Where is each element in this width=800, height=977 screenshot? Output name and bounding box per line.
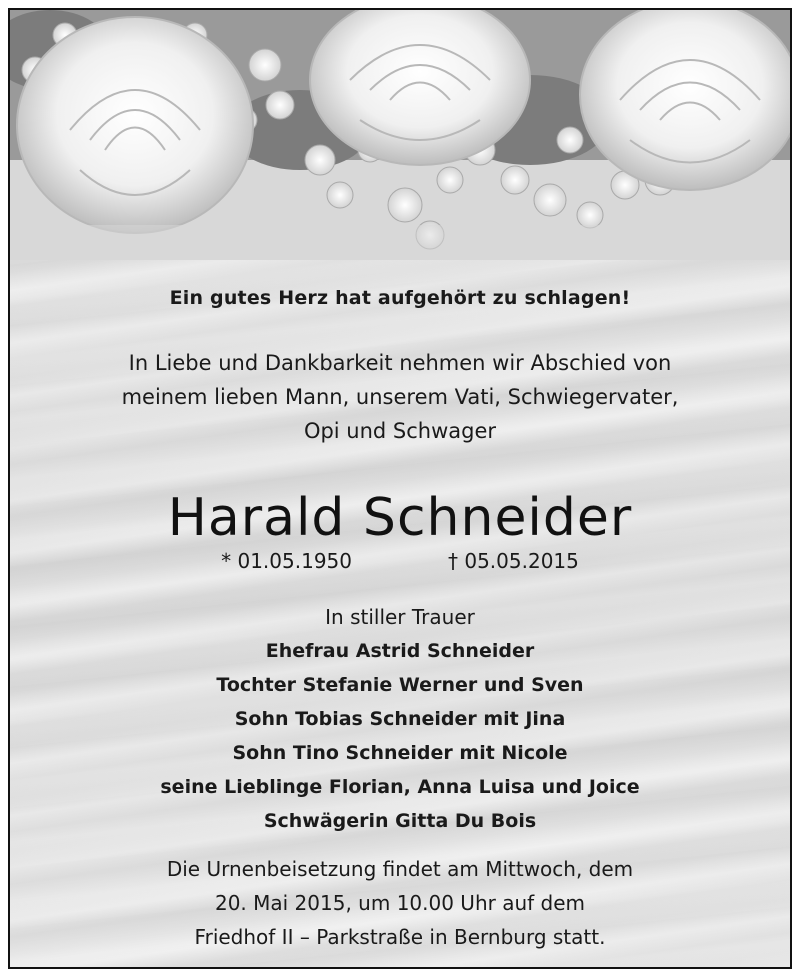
deceased-name: Harald Schneider — [167, 488, 633, 548]
intro-line: In Liebe und Dankbarkeit nehmen wir Abschied von — [128, 351, 672, 375]
intro-line: meinem lieben Mann, unserem Vati, Schwiegervater, — [121, 385, 679, 409]
headline: Ein gutes Herz hat aufgehört zu schlagen! — [169, 287, 631, 309]
mourner-line: Sohn Tobias Schneider mit Jina — [234, 708, 566, 730]
birth-date: * 01.05.1950 — [221, 549, 352, 573]
mourner-line: seine Lieblinge Florian, Anna Luisa und Joice — [160, 776, 640, 798]
intro-text — [10, 346, 790, 448]
roses-image — [10, 10, 790, 260]
mourner-line: Ehefrau Astrid Schneider — [265, 640, 535, 662]
mourners-list — [10, 634, 790, 838]
intro-line: Opi und Schwager — [303, 419, 497, 443]
funeral-info — [10, 852, 790, 954]
mourner-line: Schwägerin Gitta Du Bois — [263, 810, 537, 832]
mourning-intro: In stiller Trauer — [325, 605, 475, 629]
obituary-card — [8, 8, 792, 969]
death-date: † 05.05.2015 — [448, 549, 579, 573]
funeral-line: 20. Mai 2015, um 10.00 Uhr auf dem — [214, 891, 586, 915]
funeral-line: Friedhof II – Parkstraße in Bernburg statt. — [194, 925, 606, 949]
mourner-line: Tochter Stefanie Werner und Sven — [216, 674, 584, 696]
life-dates — [10, 548, 790, 574]
mourner-line: Sohn Tino Schneider mit Nicole — [232, 742, 568, 764]
funeral-line: Die Urnenbeisetzung findet am Mittwoch, dem — [166, 857, 634, 881]
